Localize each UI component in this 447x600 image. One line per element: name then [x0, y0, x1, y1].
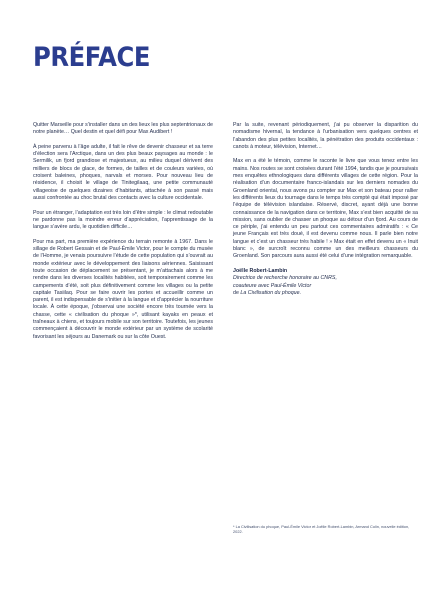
paragraph: À peine parvenu à l’âge adulte, il fait le rêve de devenir chasseur et sa terre d’élection sera l’Arctique, dans un des plus beaux paysages au monde : le Sermilik, un fjord grandiose et majestueux, au milieu duquel dérivent des milliers de blocs de glace, de formes, de tailles et de couleurs variées, où croisent baleines, phoques, narvals et morses. Pour nouveau lieu de résidence, il choisit le village de Tinitegilaaq, une petite communauté villageoise de quelques dizaines d’habitants, attachée à son passé mais aussi confrontée au choc brutal des contacts avec la culture occidentale. [33, 143, 213, 201]
paragraph: Pour ma part, ma première expérience du terrain remonte à 1967. Dans le sillage de Robert Gessain et de Paul-Émile Victor, pour le compte du musée de l’Homme, je venais poursuivre l’étude de cette population qui s’ouvrait au monde extérieur avec le développement des liaisons aériennes. Saisissant toute occasion de déplacement se présentant, je m’attachais alors à me rendre dans les diverses localités habitées, soit temporairement comme les campements d’été, soit plus définitivement comme les villages ou la petite capitale Tasiilaq. Pour se faire ouvrir les portes et accueillir comme un parent, il est indispensable de s’initier à la langue et d’apprécier la nourriture locale. À cette époque, j’observai une société encore très tournée vers la chasse, cette « civilisation du phoque »*, utilisant kayaks en peaux et traîneaux à chiens, et toujours mobile sur son territoire. Toutefois, les jeunes commençaient à découvrir le monde extérieur par un système de scolarité favorisant les séjours au Danemark ou sur la côte Ouest. [33, 238, 213, 340]
signature-role [233, 290, 301, 296]
signature-block [233, 268, 418, 297]
signature-role-prefix: de [233, 289, 241, 296]
paragraph: Quitter Marseille pour s’installer dans un des lieux les plus septentrionaux de notre planète… Quel destin et quel défi pour Max Audibert ! [33, 122, 213, 136]
paragraph: Pour un étranger, l’adaptation est très loin d’être simple : le climat redoutable ne pardonne pas la moindre erreur d’appréciation, l’apprentissage de la langue s’avère ardu, le quotidien difficile… [33, 209, 213, 231]
right-column [233, 122, 418, 297]
signature-role: Directrice de recherche honoraire au CNRS, [233, 275, 337, 282]
left-column [33, 122, 213, 348]
footnote: * La Civilisation du phoque, Paul-Émile Victor et Joëlle Robert-Lambin, Armand Colin, nouvelle édition, 2022. [233, 524, 410, 535]
signature-name: Joëlle Robert-Lambin [233, 267, 288, 274]
paragraph: Max en a été le témoin, comme le raconte le livre que vous tenez entre les mains. Nos routes se sont croisées durant l’été 1994, tandis que je poursuivais mes enquêtes ethnologiques dans différents villages de cette région. Pour la réalisation d’un documentaire franco-islandais sur les derniers nomades du Groenland oriental, nous avons pu compter sur Max et son bateau pour rallier les différents lieux du tournage dans le temps très compté qui était imposé par l’équipe de télévision islandaise. Réservé, discret, ayant déjà une bonne connaissance de la navigation dans ce territoire, Max s’est bien acquitté de sa mission, sans oublier de chasser un phoque au détour d’un fjord. Au cours de ce périple, j’ai entendu un peu partout ces commentaires admiratifs : « Ce jeune Français est très doué, il est devenu comme nous. Il parle bien notre langue et c’est un chasseur très habile ! » Max était en effet devenu un « Inuit blanc », de surcroît reconnu comme un des meilleurs chasseurs du Groenland. Son parcours aura aussi été celui d’une intégration remarquable. [233, 158, 418, 260]
book-title: La Civilisation du phoque. [240, 289, 302, 296]
paragraph: Par la suite, revenant périodiquement, j’ai pu observer la disparition du nomadisme hivernal, la tendance à l’urbanisation vers quelques centres et l’abandon des plus petites localités, la pénétration des produits occidentaux : canots à moteur, télévision, Internet… [233, 122, 418, 150]
page-title: PRÉFACE [33, 42, 151, 73]
signature-role: coauteure avec Paul-Émile Victor [233, 282, 312, 289]
